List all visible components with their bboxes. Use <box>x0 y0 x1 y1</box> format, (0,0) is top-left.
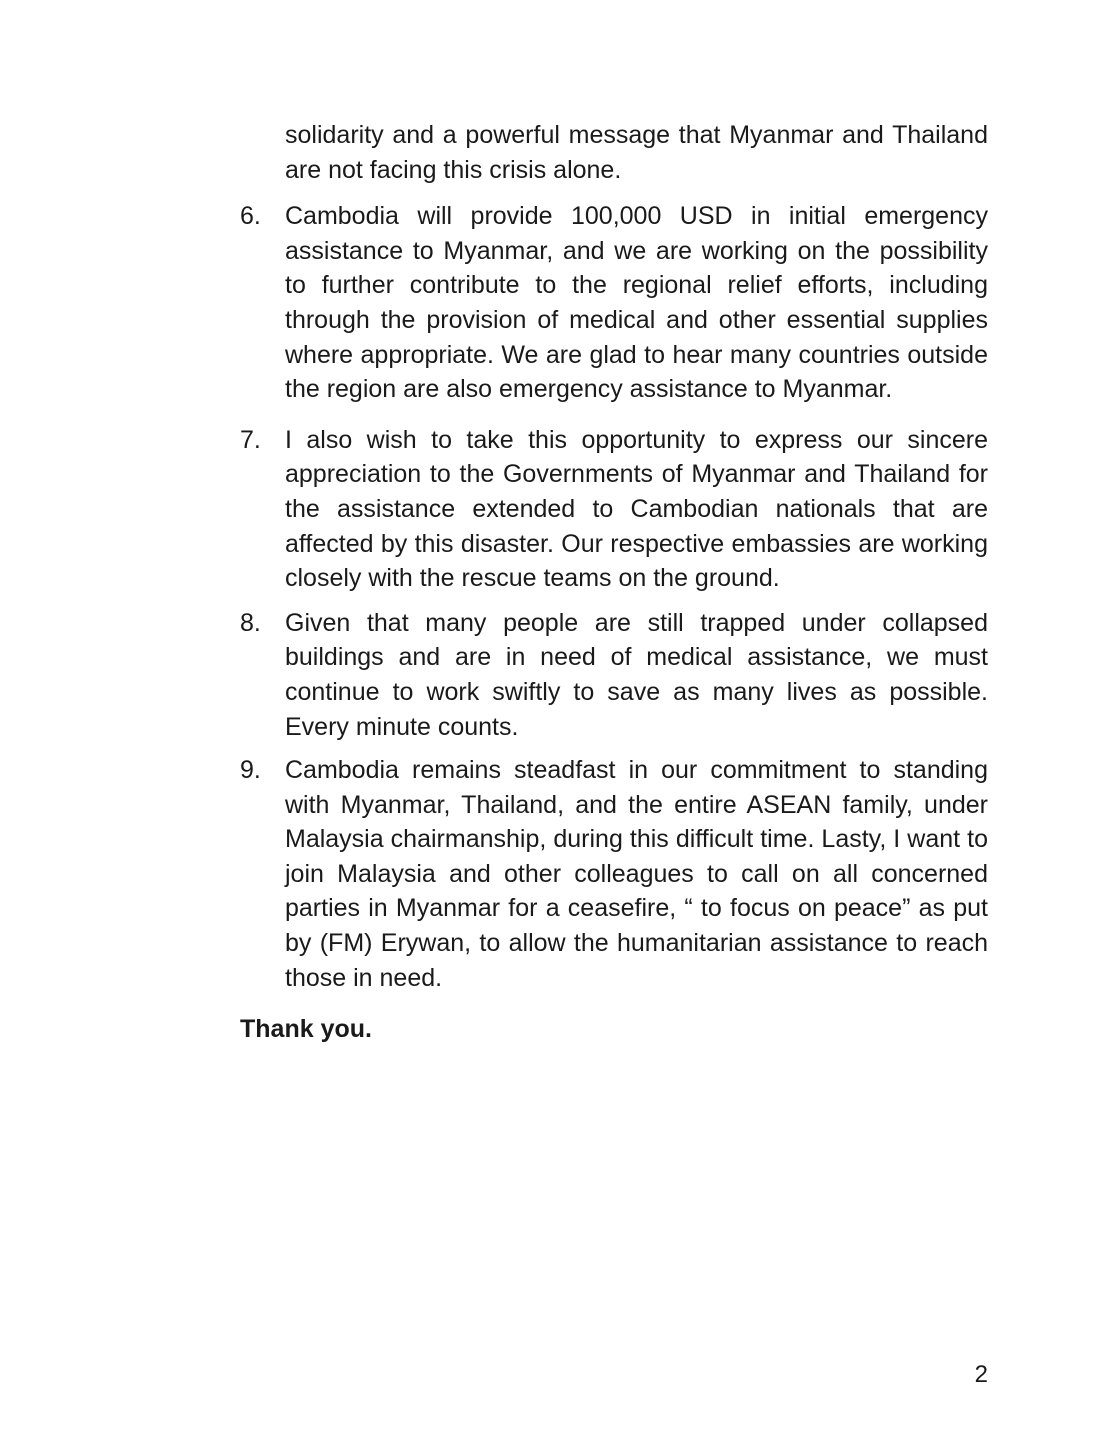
list-item-text: Cambodia remains steadfast in our commitment to standing with Myanmar, Thailand, and the entire ASEAN family, under Malaysia chairmanship, during this difficult time. Lasty, I want to join Malaysia and other colleagues to call on all concerned parties in Myanmar for a ceasefire, “ to focus on peace” as put by (FM) Erywan, to allow the humanitarian assistance to reach those in need. <box>285 756 988 992</box>
list-item-number: 9. <box>240 756 261 785</box>
continuation-paragraph: solidarity and a powerful message that Myanmar and Thailand are not facing this crisis alone. <box>285 121 988 184</box>
numbered-list <box>240 199 988 995</box>
closing-statement: Thank you. <box>240 1015 372 1044</box>
list-item-number: 6. <box>240 202 261 231</box>
list-item <box>240 199 988 407</box>
list-item-number: 7. <box>240 425 261 454</box>
list-item-number: 8. <box>240 608 261 637</box>
list-item-text: Given that many people are still trapped under collapsed buildings and are in need of medical assistance, we must continue to work swiftly to save as many lives as possible. Every minute counts. <box>285 608 988 741</box>
list-item <box>240 423 988 596</box>
page-number: 2 <box>974 1361 988 1388</box>
document-content <box>240 118 988 1047</box>
list-item <box>240 606 988 744</box>
list-item-text: Cambodia will provide 100,000 USD in initial emergency assistance to Myanmar, and we are working on the possibility to further contribute to the regional relief efforts, including through the provision of medical and other essential supplies where appropriate. We are glad to hear many countries outside the region are also emergency assistance to Myanmar. <box>285 202 988 404</box>
list-item <box>240 753 988 995</box>
list-item-text: I also wish to take this opportunity to express our sincere appreciation to the Governments of Myanmar and Thailand for the assistance extended to Cambodian nationals that are affected by this disaster. Our respective embassies are working closely with the rescue teams on the ground. <box>285 425 988 593</box>
